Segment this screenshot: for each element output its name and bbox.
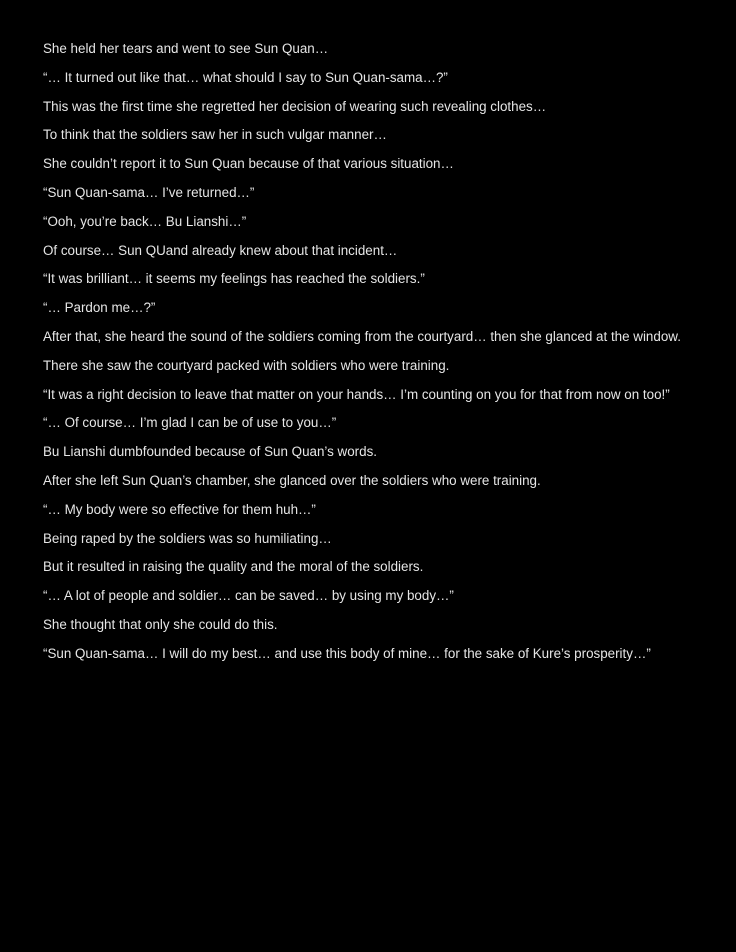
- text-line: “… A lot of people and soldier… can be saved… by using my body…”: [43, 588, 454, 604]
- text-line: This was the first time she regretted her decision of wearing such revealing clothes…: [43, 98, 547, 114]
- text-line: After she left Sun Quan’s chamber, she glanced over the soldiers who were training.: [43, 472, 541, 488]
- text-line: There she saw the courtyard packed with soldiers who were training.: [43, 357, 450, 373]
- text-line: She thought that only she could do this.: [43, 616, 278, 632]
- text-line: “… My body were so effective for them huh…”: [43, 501, 316, 517]
- text-line: “… It turned out like that… what should I say to Sun Quan-sama…?”: [43, 69, 448, 85]
- text-line: “It was a right decision to leave that matter on your hands… I’m counting on you for that from now on too!”: [43, 386, 670, 402]
- text-line: To think that the soldiers saw her in such vulgar manner…: [43, 127, 387, 143]
- text-line: “… Pardon me…?”: [43, 300, 156, 316]
- text-line: She couldn’t report it to Sun Quan because of that various situation…: [43, 156, 454, 172]
- text-line: Of course… Sun QUand already knew about that incident…: [43, 242, 398, 258]
- text-line: “… Of course… I’m glad I can be of use to you…”: [43, 415, 337, 431]
- text-line: “Ooh, you’re back… Bu Lianshi…”: [43, 213, 247, 229]
- text-line: “It was brilliant… it seems my feelings has reached the soldiers.”: [43, 271, 425, 287]
- text-line: Being raped by the soldiers was so humiliating…: [43, 530, 332, 546]
- text-line: After that, she heard the sound of the soldiers coming from the courtyard… then she glanced at the window.: [43, 328, 681, 344]
- text-line: But it resulted in raising the quality and the moral of the soldiers.: [43, 559, 424, 575]
- text-line: “Sun Quan-sama… I’ve returned…”: [43, 184, 255, 200]
- text-line: Bu Lianshi dumbfounded because of Sun Quan’s words.: [43, 444, 378, 460]
- text-line: “Sun Quan-sama… I will do my best… and use this body of mine… for the sake of Kure’s prosperity…”: [43, 645, 651, 661]
- story-text: [43, 38, 723, 672]
- text-line: She held her tears and went to see Sun Quan…: [43, 41, 329, 56]
